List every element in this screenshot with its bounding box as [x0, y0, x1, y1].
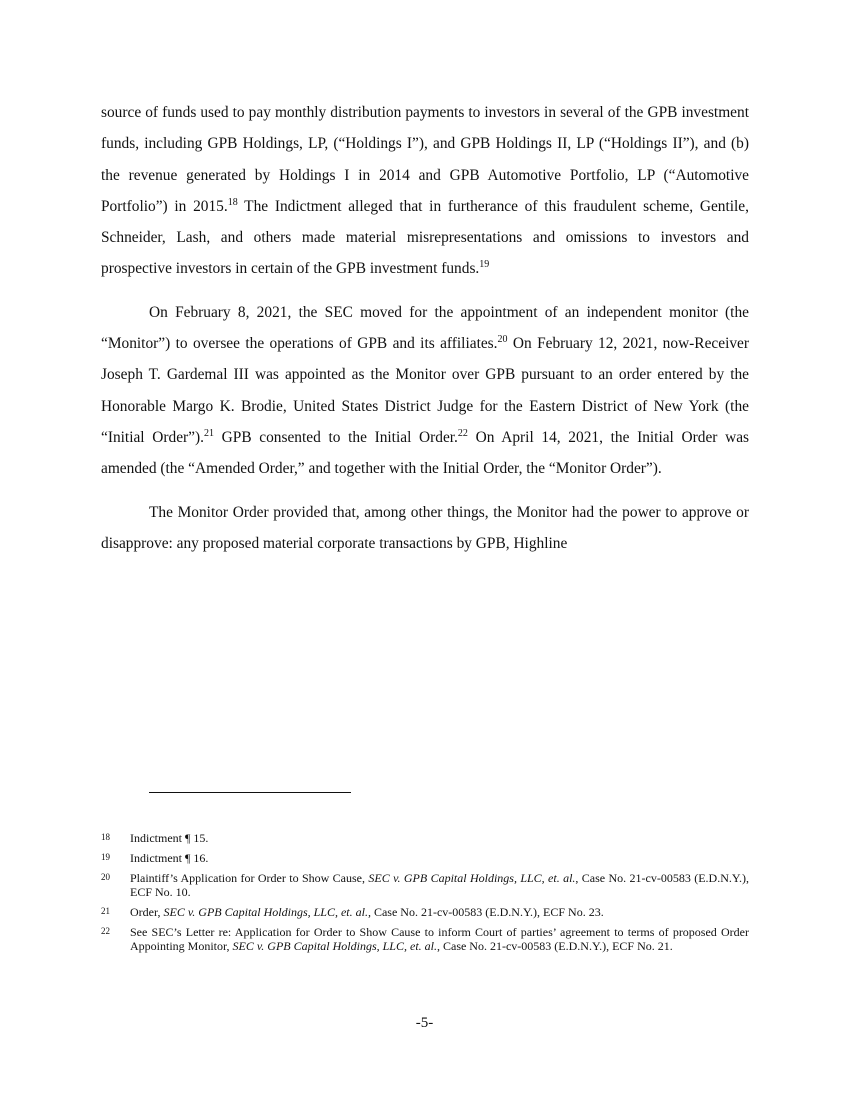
case-citation: SEC v. GPB Capital Holdings, LLC, et. al., [163, 905, 371, 919]
footnote-text [130, 925, 749, 953]
footnote-number: 19 [101, 852, 110, 862]
footnote-number: 18 [101, 832, 110, 842]
text-run: source of funds used to pay monthly distribution payments to investors in several of the GPB investment funds, including GPB Holdings, LP, (“Holdings I”), and GPB Holdings II, LP (“Holdings II”), and (b) the revenue generated by Holdings I in 2014 and GPB Automotive Portfolio, LP (“Automotive Portfolio”) in 2015. [101, 104, 749, 215]
case-citation: SEC v. GPB Capital Holdings, LLC, et. al. [368, 871, 576, 885]
text-run: Order, [130, 905, 164, 919]
footnote-ref: 18 [227, 196, 238, 208]
case-citation: SEC v. GPB Capital Holdings, LLC, et. al. [232, 939, 437, 953]
text-run: Indictment ¶ 15. [130, 831, 209, 845]
text-run: Case No. 21-cv-00583 (E.D.N.Y.), ECF No. 23. [370, 905, 604, 919]
footnote [101, 851, 749, 865]
text-run: , Case No. 21-cv-00583 (E.D.N.Y.), ECF No. 21. [436, 939, 673, 953]
text-run: The Indictment alleged that in furtherance of this fraudulent scheme, Gentile, Schneider, Lash, and others made material misrepresentations and omissions to investors and prospective investors in certain of the GPB investment funds. [101, 197, 749, 278]
text-run: , Case No. 21-cv-00583 (E.D.N.Y.), ECF No. 10. [130, 871, 749, 899]
text-run: On February 12, 2021, now-Receiver Joseph T. Gardemal III was appointed as the Monitor over GPB pursuant to an order entered by the Honorable Margo K. Brodie, United States District Judge for the Eastern District of New York (the “Initial Order”). [101, 335, 749, 446]
footnote-text [130, 905, 749, 919]
page-number: -5- [415, 1015, 434, 1031]
footnote-text [130, 831, 749, 845]
text-run: On April 14, 2021, the Initial Order was amended (the “Amended Order,” and together with the Initial Order, the “Monitor Order”). [101, 428, 750, 478]
footnote-number: 22 [101, 926, 110, 936]
paragraph [101, 97, 749, 285]
text-run: On February 8, 2021, the SEC moved for the appointment of an independent monitor (the “Monitor”) to oversee the operations of GPB and its affiliates. [101, 303, 749, 353]
text-run: Indictment ¶ 16. [130, 851, 209, 865]
footnote-number: 20 [101, 872, 110, 882]
footnote [101, 925, 749, 953]
footnote-ref: 21 [203, 427, 214, 439]
footnote-ref: 22 [457, 427, 468, 439]
body-text [101, 97, 749, 571]
footnote [101, 871, 749, 899]
text-run: The Monitor Order provided that, among other things, the Monitor had the power to approve or disapprove: any proposed material corporate transactions by GPB, Highline [101, 503, 749, 552]
footnote-number: 21 [101, 906, 110, 916]
footnote [101, 905, 749, 919]
footnote-separator [149, 792, 351, 793]
paragraph [101, 497, 749, 560]
footnote [101, 831, 749, 845]
footnote-text [130, 871, 749, 899]
footnote-ref: 19 [479, 259, 490, 271]
text-run: See SEC’s Letter re: Application for Order to Show Cause to inform Court of parties’ agreement to terms of proposed Order Appointing Monitor, [130, 925, 749, 953]
text-run: GPB consented to the Initial Order. [213, 428, 458, 446]
footnotes [101, 831, 749, 959]
footnote-ref: 20 [497, 333, 508, 345]
footnote-text [130, 851, 749, 865]
paragraph [101, 297, 749, 485]
text-run: Plaintiff’s Application for Order to Show Cause, [130, 871, 369, 885]
